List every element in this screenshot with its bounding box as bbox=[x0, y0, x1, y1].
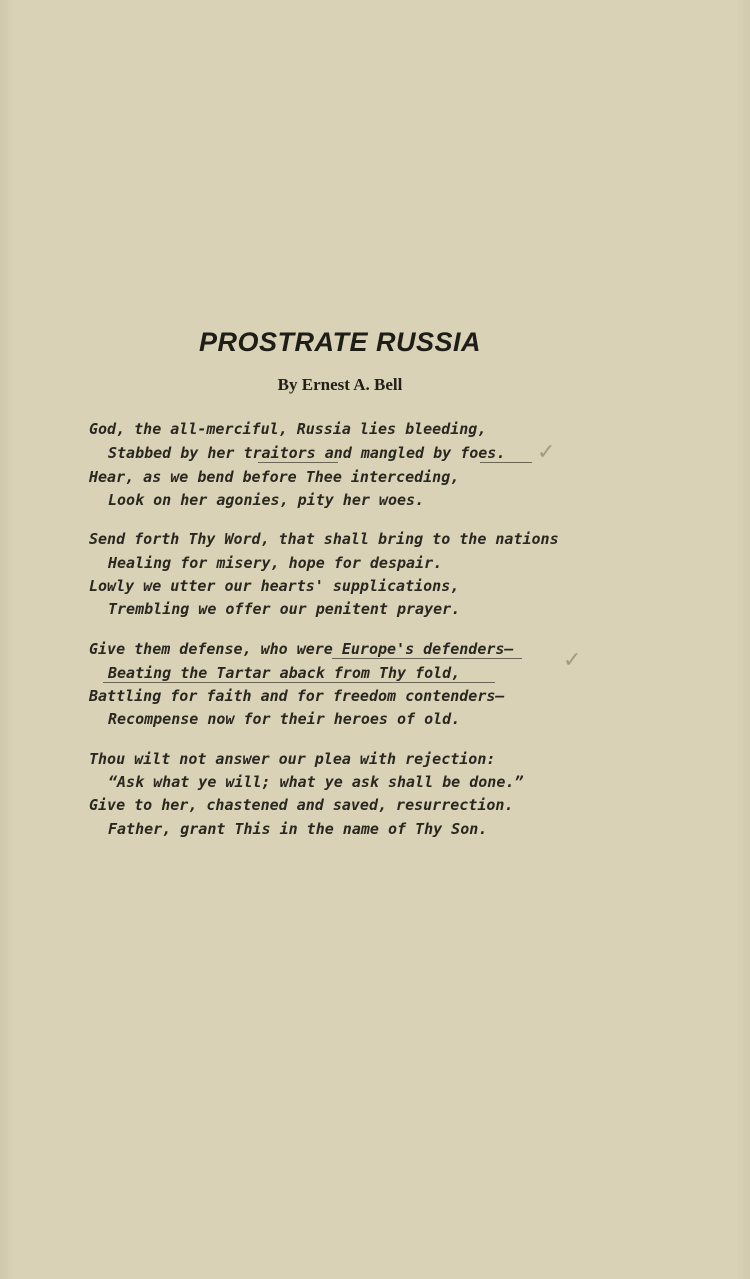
poem-title: PROSTRATE RUSSIA bbox=[198, 327, 482, 357]
poem-line: Hear, as we bend before Thee interceding, bbox=[89, 468, 460, 486]
poem-line: Send forth Thy Word, that shall bring to the nations bbox=[89, 530, 559, 548]
poem-line: God, the all-merciful, Russia lies bleeding, bbox=[89, 420, 487, 438]
pencil-underline bbox=[103, 682, 495, 683]
poem-line: Healing for misery, hope for despair. bbox=[108, 554, 443, 572]
poem-byline: By Ernest A. Bell bbox=[277, 375, 403, 394]
poem-line: Give them defense, who were Europe's defenders— bbox=[89, 640, 514, 658]
poem-line: Give to her, chastened and saved, resurrection. bbox=[89, 796, 514, 814]
pencil-underline bbox=[480, 462, 532, 463]
poem-line: Father, grant This in the name of Thy Son. bbox=[108, 820, 488, 838]
poem-line: Trembling we offer our penitent prayer. bbox=[108, 600, 461, 618]
pencil-underline bbox=[332, 658, 522, 659]
poem-line: Lowly we utter our hearts' supplications, bbox=[89, 577, 460, 595]
poem-line: Battling for faith and for freedom contenders— bbox=[89, 687, 505, 705]
poem-line: “Ask what ye will; what ye ask shall be done.” bbox=[108, 773, 524, 791]
poem-line: Recompense now for their heroes of old. bbox=[108, 710, 461, 728]
poem-line: Beating the Tartar aback from Thy fold, bbox=[108, 664, 461, 682]
poem-line: Stabbed by her traitors and mangled by foes. bbox=[108, 444, 506, 462]
pencil-underline bbox=[258, 462, 338, 463]
check-mark-icon: ✓ bbox=[563, 648, 582, 673]
check-mark-icon: ✓ bbox=[537, 440, 556, 465]
poem-line: Thou wilt not answer our plea with rejection: bbox=[89, 750, 496, 768]
poem-line: Look on her agonies, pity her woes. bbox=[108, 491, 425, 509]
